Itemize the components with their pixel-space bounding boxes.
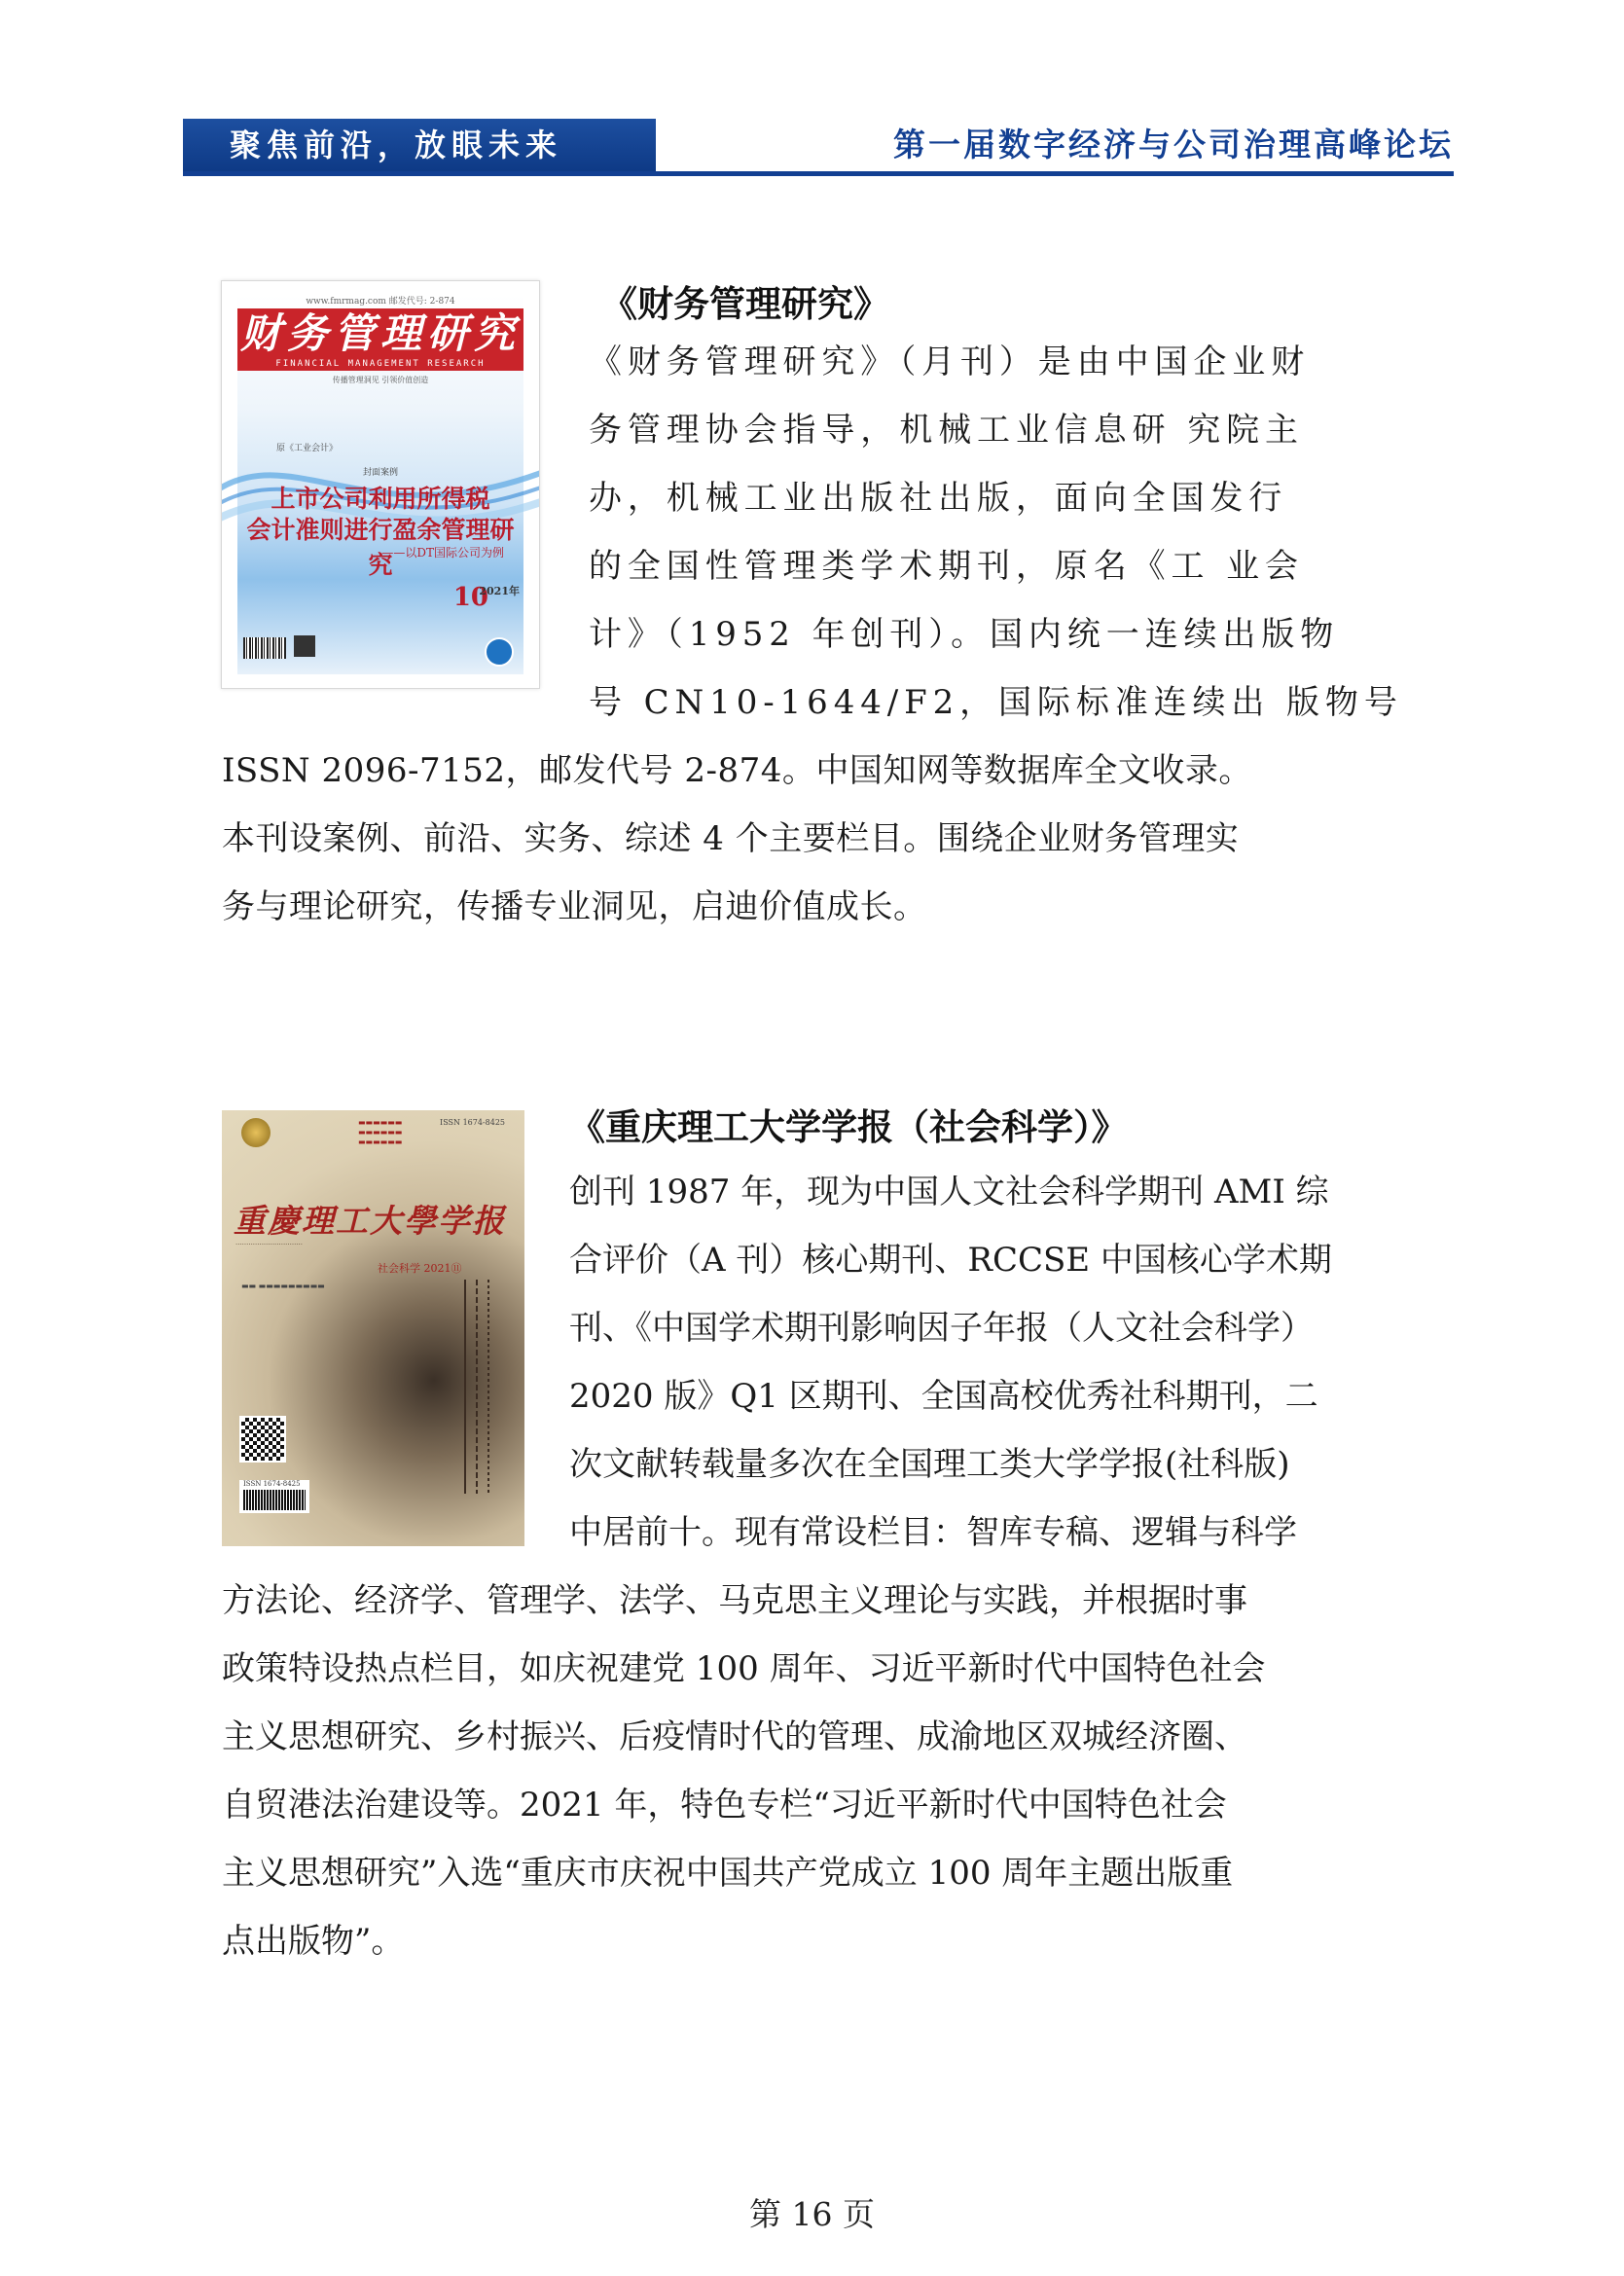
- journal1-cover-image: [221, 280, 540, 689]
- cover1-headline-1: 上市公司利用所得税: [271, 485, 490, 513]
- page-header: [183, 115, 1454, 177]
- cover1-case-label: 封面案例: [362, 468, 398, 478]
- cover1-top-text: www.fmrmag.com 邮发代号: 2-874: [306, 297, 455, 307]
- journal1-line: 计》（1952 年创刊）。国内统一连续出版物: [589, 615, 1340, 654]
- journal2-line: 自贸港法治建设等。2021 年，特色专栏“习近平新时代中国特色社会: [222, 1786, 1227, 1824]
- page-number: 第 16 页: [749, 2195, 875, 2233]
- journal2-line: 点出版物”。: [222, 1922, 405, 1961]
- journal1-line: 务管理协会指导，机械工业信息研 究院主: [589, 411, 1304, 450]
- journal2-line: 中居前十。现有常设栏目：智库专稿、逻辑与科学: [569, 1513, 1297, 1552]
- cover1-masthead: 财务管理研究: [239, 309, 521, 357]
- cover2-qr-code: [239, 1416, 286, 1463]
- cover2-vertical-title: [457, 1280, 496, 1494]
- cover2-pinyin-line: ·······························: [235, 1241, 303, 1248]
- cover1-publisher-logo: [485, 637, 514, 667]
- journal2-line: 刊、《中国学术期刊影响因子年报（人文社会科学）: [569, 1309, 1314, 1348]
- journal1-line: 办，机械工业出版社出版，面向全国发行: [589, 479, 1288, 518]
- journal2-line: 合评价（A 刊）核心期刊、RCCSE 中国核心学术期: [569, 1241, 1332, 1280]
- cover1-headline-2: 会计准则进行盈余管理研究: [246, 516, 515, 579]
- cover1-qr-code: [294, 635, 315, 657]
- journal2-line: 2020 版》Q1 区期刊、全国高校优秀社科期刊，二: [569, 1377, 1318, 1416]
- journal2-line: 方法论、经济学、管理学、法学、马克思主义理论与实践，并根据时事: [222, 1581, 1247, 1620]
- journal1-line: 务与理论研究，传播专业洞见，启迪价值成长。: [222, 887, 927, 926]
- journal1-title: 《财务管理研究》: [601, 282, 889, 325]
- cover1-slogan: 传播管理洞见 引领价值创造: [332, 376, 429, 384]
- journal1-line: 号 CN10-1644/F2，国际标准连续出 版物号: [589, 683, 1403, 722]
- cover1-year: 2021年: [479, 585, 520, 597]
- cover2-issn: ISSN 1674-8425: [440, 1118, 505, 1127]
- header-forum-title: 第一届数字经济与公司治理高峰论坛: [893, 126, 1454, 163]
- journal2-line: 主义思想研究、乡村振兴、后疫情时代的管理、成渝地区双城经济圈、: [222, 1717, 1247, 1756]
- journal2-line: 创刊 1987 年，现为中国人文社会科学期刊 AMI 综: [569, 1173, 1329, 1211]
- cover1-english-title: FINANCIAL MANAGEMENT RESEARCH: [275, 359, 486, 369]
- journal1-line: 《财务管理研究》（月刊）是由中国企业财: [589, 343, 1311, 381]
- journal2-line: 主义思想研究”入选“重庆市庆祝中国共产党成立 100 周年主题出版重: [222, 1854, 1234, 1893]
- journal1-line: 本刊设案例、前沿、实务、综述 4 个主要栏目。围绕企业财务管理实: [222, 819, 1240, 858]
- cover1-barcode: [243, 637, 286, 659]
- journal1-line: 的全国性管理类学术期刊，原名《工 业会: [589, 547, 1304, 586]
- cover1-issue-number: 10: [452, 583, 488, 612]
- cover2-edition: 社会科学 2021⑪: [378, 1262, 462, 1275]
- cover2-masthead: 重慶理工大學学报: [234, 1202, 506, 1240]
- cover1-tag: 原《工业会计》: [276, 444, 339, 453]
- header-slogan: 聚焦前沿，放眼未来: [183, 119, 656, 171]
- cover2-medal-icon: [241, 1118, 271, 1147]
- cover2-small-text: ▬▬ ▬▬▬▬▬▬▬▬▬: [241, 1282, 325, 1290]
- journal1-line: ISSN 2096-7152，邮发代号 2-874。中国知网等数据库全文收录。: [222, 751, 1252, 790]
- cover2-top-text: ▬▬▬▬▬▬ ▬▬▬▬▬▬ ▬▬▬▬▬▬: [358, 1118, 403, 1146]
- journal2-cover-image: [222, 1110, 524, 1546]
- cover1-headline-3: ——以DT国际公司为例: [381, 546, 504, 560]
- journal2-line: 政策特设热点栏目，如庆祝建党 100 周年、习近平新时代中国特色社会: [222, 1649, 1266, 1688]
- cover2-barcode-issn: ISSN 1674-8425: [243, 1480, 301, 1488]
- header-divider: [183, 171, 1454, 176]
- journal2-line: 次文献转载量多次在全国理工类大学学报(社科版): [569, 1445, 1290, 1484]
- journal2-title: 《重庆理工大学学报（社会科学）》: [569, 1105, 1128, 1148]
- cover2-barcode: [239, 1480, 309, 1513]
